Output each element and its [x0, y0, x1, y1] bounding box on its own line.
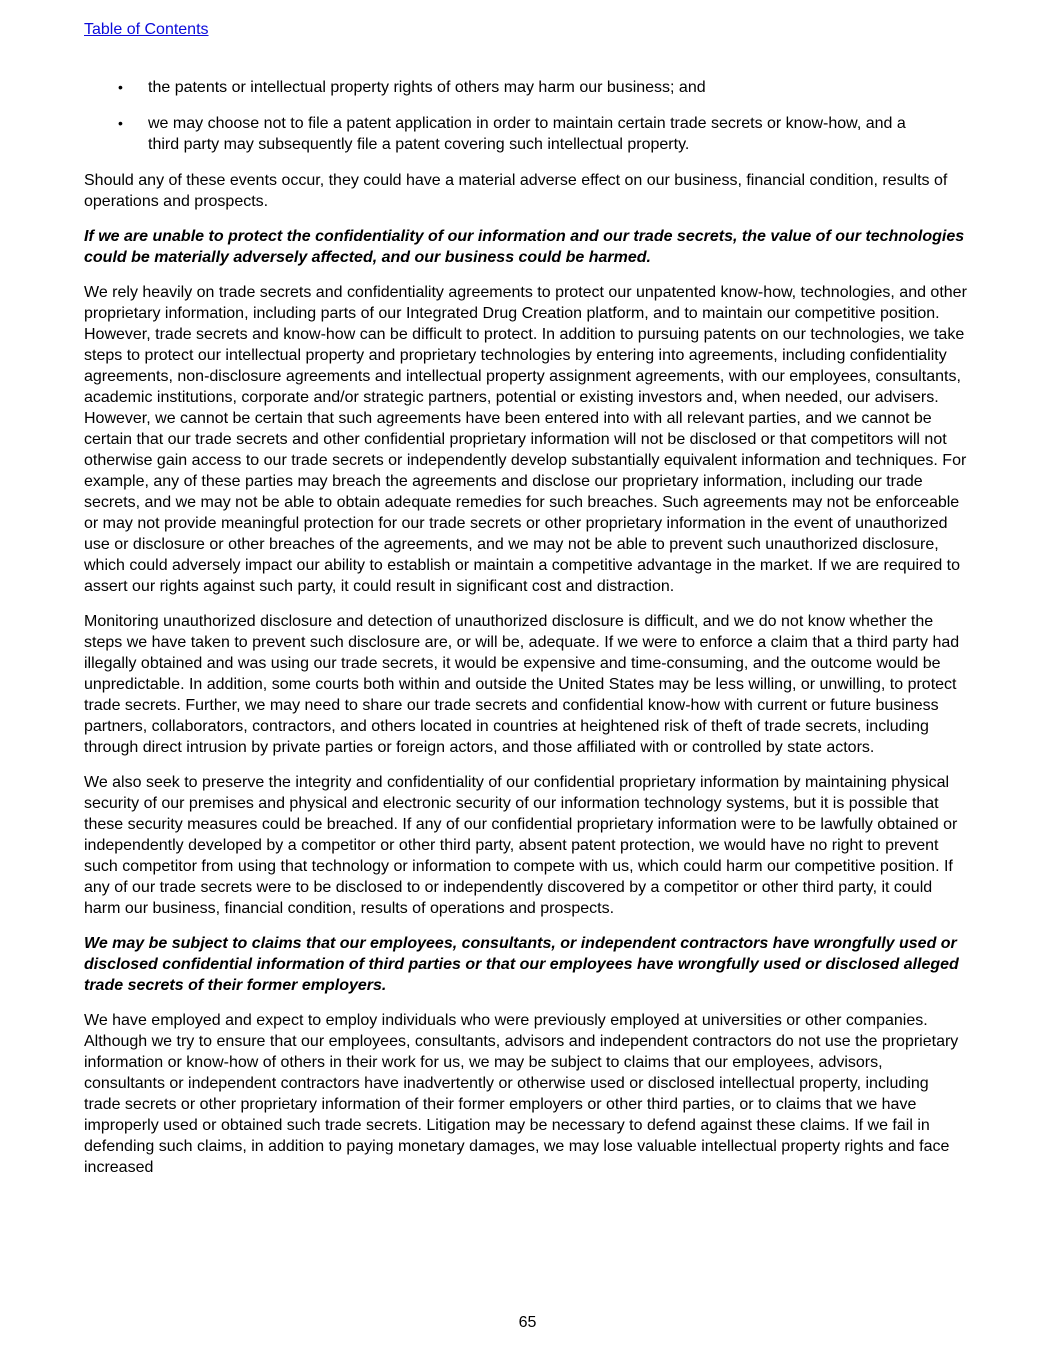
risk-heading-confidentiality: If we are unable to protect the confidentiality of our information and our trade secrets, the value of our technologies could be materially adversely affected, and our business could be harmed.	[84, 228, 965, 266]
bullet-icon: •	[118, 79, 123, 95]
paragraph-previously-employed: We have employed and expect to employ individuals who were previously employed at universities or other companies. Although we try to ensure that our employees, consultants, advisors and independent contractors do not use the proprietary information or know-how of others in their work for us, we may be subject to claims that our employees, advisors, consultants or independent contractors have inadvertently or otherwise used or disclosed intellectual property, including trade secrets or other proprietary information of their former employers or other third parties, or to claims that we have improperly used or obtained such trade secrets. Litigation may be necessary to defend against these claims. If we fail in defending such claims, in addition to paying monetary damages, we may lose valuable intellectual property rights and face increased	[84, 1012, 959, 1176]
bullet-item	[118, 77, 967, 98]
table-of-contents-link[interactable]: Table of Contents	[84, 21, 209, 38]
bullet-text: we may choose not to file a patent application in order to maintain certain trade secrets or know-how, and a third party may subsequently file a patent covering such intellectual property.	[148, 115, 906, 153]
bullet-text: the patents or intellectual property rights of others may harm our business; and	[148, 79, 706, 96]
bullet-icon: •	[118, 115, 123, 131]
paragraph-rely-heavily: We rely heavily on trade secrets and confidentiality agreements to protect our unpatented know-how, technologies, and other proprietary information, including parts of our Integrated Drug Creation platform, and to maintain our competitive position. However, trade secrets and know-how can be difficult to protect. In addition to pursuing patents on our technologies, we take steps to protect our intellectual property and proprietary technologies by entering into agreements, including confidentiality agreements, non-disclosure agreements and intellectual property assignment agreements, with our employees, consultants, academic institutions, corporate and/or strategic partners, potential or existing investors and, when needed, our advisers. However, we cannot be certain that such agreements have been entered into with all relevant parties, and we cannot be certain that our trade secrets and other confidential proprietary information will not be disclosed or that competitors will not otherwise gain access to our trade secrets or independently develop substantially equivalent information and techniques. For example, any of these parties may breach the agreements and disclose our proprietary information, including our trade secrets, and we may not be able to obtain adequate remedies for such breaches. Such agreements may not be enforceable or may not provide meaningful protection for our trade secrets or other proprietary information in the event of unauthorized use or disclosure or other breaches of the agreements, and we may not be able to prevent such unauthorized disclosure, which could adversely impact our ability to establish or maintain a competitive advantage in the market. If we are required to assert our rights against such party, it could result in significant cost and distraction.	[84, 284, 967, 595]
page-number: 65	[518, 1314, 537, 1331]
bullet-list	[84, 77, 967, 155]
risk-heading-employee-claims: We may be subject to claims that our employees, consultants, or independent contractors have wrongfully used or disclosed confidential information of third parties or that our employees have wrongfully used or disclosed alleged trade secrets of their former employers.	[84, 935, 959, 994]
bullet-item	[118, 113, 967, 155]
paragraph-monitoring-disclosure: Monitoring unauthorized disclosure and detection of unauthorized disclosure is difficult, and we do not know whether the steps we have taken to prevent such disclosure are, or will be, adequate. If we were to enforce a claim that a third party had illegally obtained and was using our trade secrets, it would be expensive and time-consuming, and the outcome would be unpredictable. In addition, some courts both within and outside the United States may be less willing, or unwilling, to protect trade secrets. Further, we may need to share our trade secrets and confidential know-how with current or future business partners, collaborators, contractors, and others located in countries at heightened risk of theft of trade secrets, including through direct intrusion by private parties or foreign actors, and those affiliated with or controlled by state actors.	[84, 613, 960, 756]
paragraph-integrity-confidentiality: We also seek to preserve the integrity and confidentiality of our confidential proprietary information by maintaining physical security of our premises and physical and electronic security of our information technology systems, but it is possible that these security measures could be breached. If any of our confidential proprietary information were to be lawfully obtained or independently developed by a competitor or other third party, absent patent protection, we would have no right to prevent such competitor from using that technology or information to compete with us, which could harm our competitive position. If any of our trade secrets were to be disclosed to or independently discovered by a competitor or other third party, it could harm our business, financial condition, results of operations and prospects.	[84, 774, 958, 917]
paragraph-events-occur: Should any of these events occur, they could have a material adverse effect on our business, financial condition, results of operations and prospects.	[84, 172, 948, 210]
